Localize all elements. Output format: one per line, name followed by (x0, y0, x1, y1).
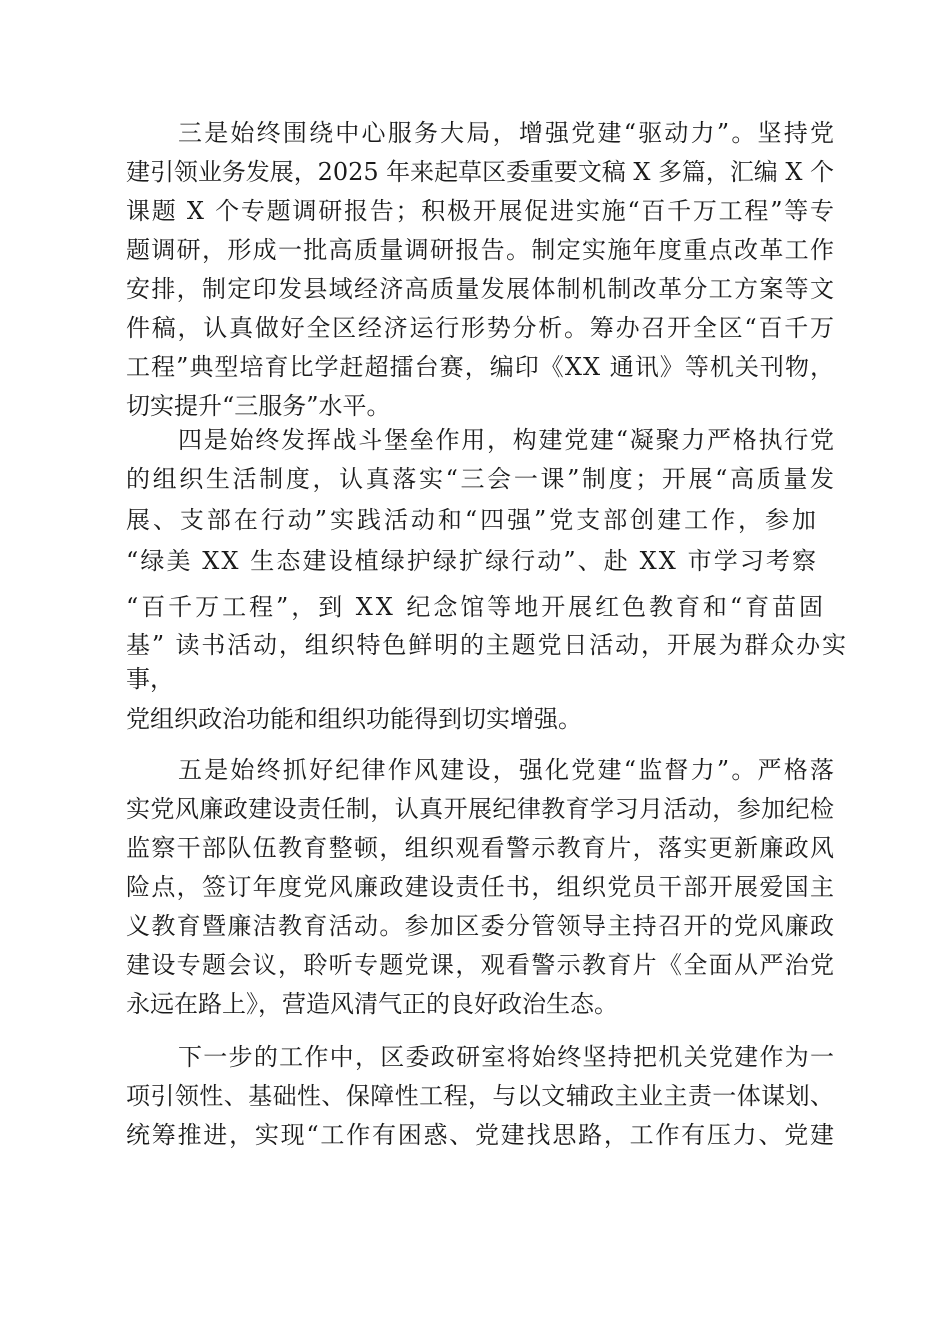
text-line: 义教育暨廉洁教育活动。参加区委分管领导主持召开的党风廉政 (126, 912, 836, 940)
text-line: 展、支部在行动”实践活动和“四强”党支部创建工作，参加 (126, 506, 819, 534)
text-line: 建设专题会议，聆听专题党课，观看警示教育片《全面从严治党 (126, 951, 836, 979)
text-line: 五是始终抓好纪律作风建设，强化党建“监督力”。严格落 (178, 756, 837, 784)
text-line: 切实提升“三服务”水平。 (126, 392, 391, 420)
text-line: 下一步的工作中，区委政研室将始终坚持把机关党建作为一 (178, 1043, 836, 1071)
text-line: “绿美 XX 生态建设植绿护绿扩绿行动”、赴 XX 市学习考察 (126, 547, 819, 575)
text-line: 课题 X 个专题调研报告；积极开展促进实施“百千万工程”等专 (126, 197, 836, 225)
text-line: 党组织政治功能和组织功能得到切实增强。 (126, 705, 582, 733)
text-line: 项引领性、基础性、保障性工程，与以文辅政主业主责一体谋划、 (126, 1082, 835, 1110)
text-line: 件稿，认真做好全区经济运行形势分析。筹办召开全区“百千万 (126, 314, 836, 342)
text-line: 的组织生活制度，认真落实“三会一课”制度；开展“高质量发 (126, 465, 837, 493)
text-line: 题调研，形成一批高质量调研报告。制定实施年度重点改革工作 (126, 236, 836, 264)
text-line: 事， (126, 665, 174, 693)
text-line: 统筹推进，实现“工作有困惑、党建找思路，工作有压力、党建 (126, 1121, 836, 1149)
text-line: 永远在路上》，营造风清气正的良好政治生态。 (126, 990, 618, 1018)
text-line: 基” 读书活动，组织特色鲜明的主题党日活动，开展为群众办实 (126, 631, 848, 659)
text-line: 建引领业务发展，2025 年来起草区委重要文稿 X 多篇，汇编 X 个 (126, 158, 834, 186)
text-line: 安排，制定印发县域经济高质量发展体制机制改革分工方案等文 (126, 275, 836, 303)
text-line: 实党风廉政建设责任制，认真开展纪律教育学习月活动，参加纪检 (126, 795, 835, 823)
text-line: 险点，签订年度党风廉政建设责任书，组织党员干部开展爱国主 (126, 873, 836, 901)
text-line: 工程”典型培育比学赶超擂台赛，编印《XX 通讯》等机关刊物， (126, 353, 836, 381)
text-line: 四是始终发挥战斗堡垒作用，构建党建“凝聚力严格执行党 (178, 426, 836, 454)
text-line: 监察干部队伍教育整顿，组织观看警示教育片，落实更新廉政风 (126, 834, 836, 862)
text-line: 三是始终围绕中心服务大局，增强党建“驱动力”。坚持党 (178, 119, 837, 147)
text-line: “百千万工程”，到 XX 纪念馆等地开展红色教育和“育苗固 (126, 593, 826, 621)
